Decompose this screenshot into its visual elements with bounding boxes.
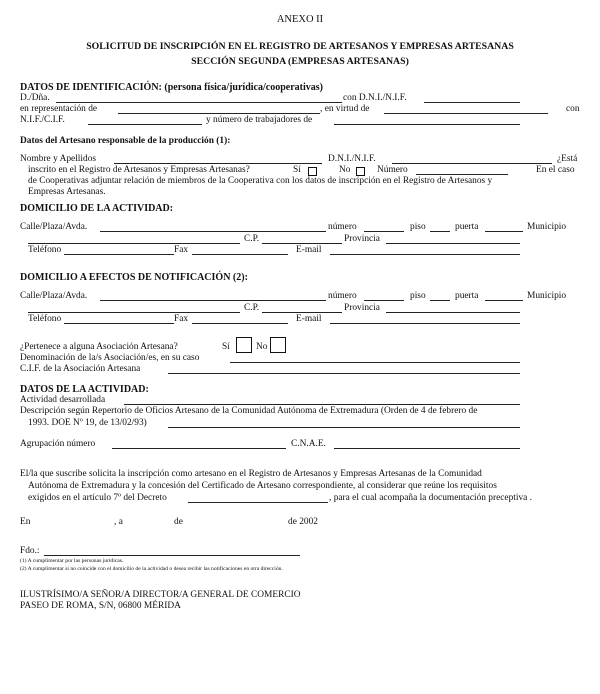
notif-municipality-label: Municipio (527, 291, 567, 301)
request-line3a: exigidos en el artículo 7º del Decreto (28, 493, 167, 503)
notif-email-field[interactable] (330, 323, 520, 324)
association-name-field[interactable] (230, 362, 520, 363)
notif-door-label: puerta (455, 291, 479, 301)
representation-label: en representación de (20, 104, 98, 114)
decree-field[interactable] (188, 502, 328, 503)
dni-field[interactable] (424, 102, 520, 103)
notif-fax-label: Fax (174, 314, 189, 324)
dni-label: con D.N.I./N.I.F. (343, 93, 407, 103)
association-yes-checkbox[interactable] (236, 337, 252, 353)
notification-address-heading: DOMICILIO A EFECTOS DE NOTIFICACIÓN (2): (20, 272, 248, 283)
activity-field[interactable] (124, 404, 520, 405)
form-subtitle: SECCIÓN SEGUNDA (EMPRESAS ARTESANAS) (191, 56, 409, 67)
registered-question: inscrito en el Registro de Artesanos y Empresas Artesanas? (28, 165, 250, 175)
artisan-dni-label: D.N.I./N.I.F. (328, 154, 376, 164)
registered-yes-checkbox[interactable] (308, 167, 317, 176)
representation-field[interactable] (118, 113, 320, 114)
activity-province-field[interactable] (386, 243, 520, 244)
name-field[interactable] (56, 102, 342, 103)
activity-floor-field[interactable] (430, 231, 450, 232)
notif-door-field[interactable] (485, 300, 523, 301)
year-label: de 2002 (288, 517, 318, 527)
form-title: SOLICITUD DE INSCRIPCIÓN EN EL REGISTRO DE ARTESANOS Y EMPRESAS ARTESANAS (86, 41, 514, 52)
notif-number-field[interactable] (364, 300, 404, 301)
activity-number-field[interactable] (364, 231, 404, 232)
cnae-field[interactable] (334, 448, 520, 449)
notif-number-label: número (328, 291, 357, 301)
notif-province-label: Provincia (344, 303, 380, 313)
fullname-field[interactable] (114, 163, 322, 164)
activity-phone-label: Teléfono (28, 245, 62, 255)
nif-cif-label: N.I.F./C.I.F. (20, 115, 65, 125)
request-line1: El/la que suscribe solicita la inscripción como artesano en el Registro de Artesanos y Empresas Artesanas de la Comunidad (20, 469, 482, 479)
association-no-checkbox[interactable] (270, 337, 286, 353)
notif-cp-field[interactable] (262, 312, 342, 313)
registered-yes-label: Sí (293, 165, 301, 175)
en-caso-label: En el caso (536, 165, 575, 175)
notif-email-label: E-mail (296, 314, 322, 324)
coop-note-line2: Empresas Artesanas. (28, 187, 106, 197)
virtue-label: , en virtud de (320, 104, 370, 114)
association-cif-field[interactable] (168, 373, 520, 374)
association-yes-label: Sí (222, 342, 230, 352)
signature-field[interactable] (44, 555, 300, 556)
signature-label: Fdo.: (20, 546, 40, 556)
activity-address-heading: DOMICILIO DE LA ACTIVIDAD: (20, 203, 174, 214)
request-line3b: , para el cual acompaña la documentación preceptiva . (329, 493, 533, 503)
activity-phone-field[interactable] (64, 254, 174, 255)
artisan-heading: Datos del Artesano responsable de la producción (1): (20, 136, 231, 146)
notif-cp-label: C.P. (244, 303, 260, 313)
coop-note-line1: de Cooperativas adjuntar relación de miembros de la Cooperativa con los datos de inscripción en el Registro de Artesanos y (28, 176, 493, 186)
place-label: En (20, 517, 31, 527)
cnae-label: C.N.A.E. (291, 439, 326, 449)
notif-phone-label: Teléfono (28, 314, 62, 324)
description-label: Descripción según Repertorio de Oficios Artesano de la Comunidad Autónoma de Extremadura (Orden de 4 de febrero de (20, 406, 478, 416)
activity-number-label: número (328, 222, 357, 232)
association-question: ¿Pertenece a alguna Asociación Artesana? (20, 342, 178, 352)
notif-street-label: Calle/Plaza/Avda. (20, 291, 88, 301)
activity-floor-label: piso (410, 222, 426, 232)
activity-province-label: Provincia (344, 234, 380, 244)
notif-municipality-field[interactable] (28, 312, 240, 313)
registry-number-label: Número (377, 165, 408, 175)
con-label: con (566, 104, 580, 114)
notif-province-field[interactable] (386, 312, 520, 313)
footnote-1: (1) A cumplimentar por las personas jurídicas. (20, 558, 124, 564)
registered-no-checkbox[interactable] (356, 167, 365, 176)
notif-floor-field[interactable] (430, 300, 450, 301)
virtue-field[interactable] (384, 113, 548, 114)
nif-cif-field[interactable] (88, 124, 202, 125)
activity-door-field[interactable] (485, 231, 523, 232)
activity-municipality-label: Municipio (527, 222, 567, 232)
association-name-label: Denominación de la/s Asociación/es, en su caso (20, 353, 200, 363)
doe-label: 1993. DOE Nº 19, de 13/02/93) (28, 418, 147, 428)
activity-street-field[interactable] (100, 231, 326, 232)
identification-heading: DATOS DE IDENTIFICACIÓN: (persona física/jurídica/cooperativas) (20, 82, 323, 93)
esta-label: ¿Está (557, 154, 578, 164)
request-line2: Autónoma de Extremadura y la concesión del Certificado de Artesano correspondiente, al considerar que reúne los requisitos (28, 481, 497, 491)
description-field[interactable] (168, 427, 520, 428)
registered-no-label: No (339, 165, 351, 175)
association-cif-label: C.I.F. de la Asociación Artesana (20, 364, 141, 374)
recipient-line1: ILUSTRÍSIMO/A SEÑOR/A DIRECTOR/A GENERAL DE COMERCIO (20, 590, 301, 600)
notif-street-field[interactable] (100, 300, 326, 301)
footnote-2: (2) A cumplimentar si no coincide con el domicilio de la actividad o desea recibir las notificaciones en otra dirección. (20, 566, 283, 572)
activity-email-label: E-mail (296, 245, 322, 255)
annex-label: ANEXO II (276, 14, 324, 25)
activity-fax-field[interactable] (192, 254, 288, 255)
registry-number-field[interactable] (416, 174, 508, 175)
activity-data-heading: DATOS DE LA ACTIVIDAD: (20, 384, 149, 395)
recipient-line2: PASEO DE ROMA, S/N, 06800 MÉRIDA (20, 601, 181, 611)
activity-cp-label: C.P. (244, 234, 260, 244)
month-label: de (174, 517, 183, 527)
activity-cp-field[interactable] (262, 243, 342, 244)
activity-email-field[interactable] (330, 254, 520, 255)
activity-street-label: Calle/Plaza/Avda. (20, 222, 88, 232)
notif-phone-field[interactable] (64, 323, 174, 324)
dona-label: D./Dña. (20, 93, 50, 103)
workers-field[interactable] (334, 124, 520, 125)
grouping-field[interactable] (112, 448, 286, 449)
fullname-label: Nombre y Apellidos (20, 154, 97, 164)
association-no-label: No (256, 342, 268, 352)
activity-label: Actividad desarrollada (20, 395, 106, 405)
notif-fax-field[interactable] (192, 323, 288, 324)
workers-label: y número de trabajadores de (206, 115, 313, 125)
activity-municipality-field[interactable] (28, 243, 240, 244)
artisan-dni-field[interactable] (392, 163, 552, 164)
grouping-label: Agrupación número (20, 439, 96, 449)
activity-door-label: puerta (455, 222, 479, 232)
day-label: , a (114, 517, 123, 527)
activity-fax-label: Fax (174, 245, 189, 255)
notif-floor-label: piso (410, 291, 426, 301)
